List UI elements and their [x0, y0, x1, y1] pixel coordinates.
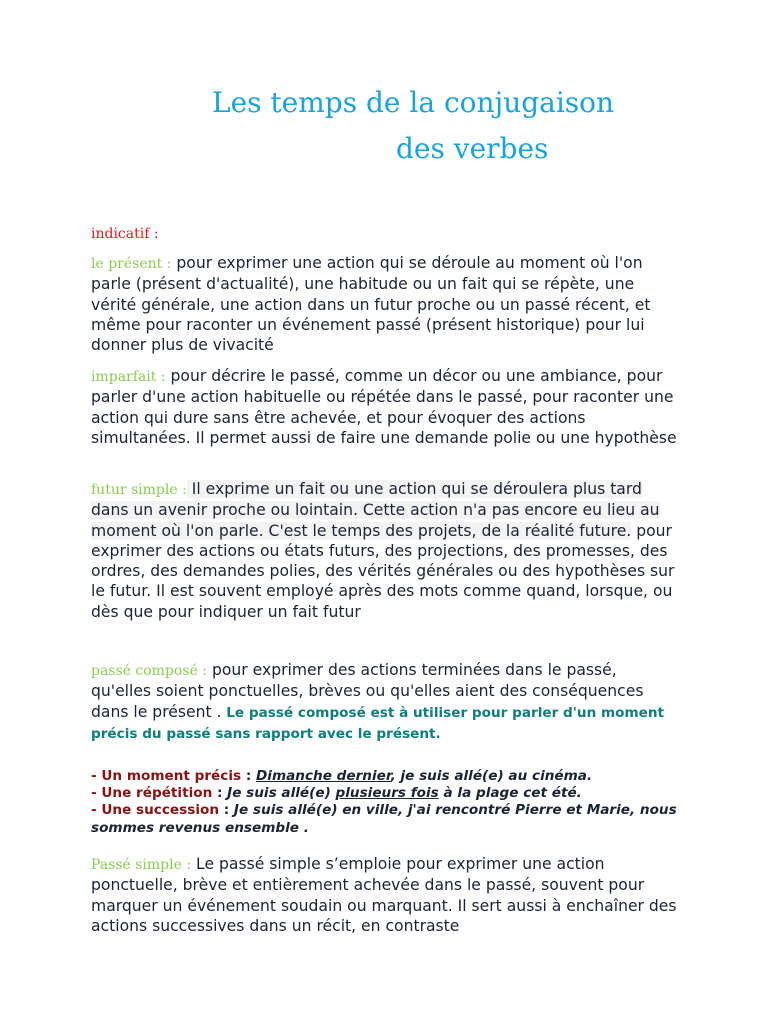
paragraph-present [91, 253, 681, 355]
highlight-passe-compose: Le passé composé est à utiliser pour parler d'un moment précis du passé sans rapport avec le présent. [91, 704, 665, 742]
examples-list [91, 768, 691, 837]
example-separator: : [219, 802, 234, 819]
example-separator: : [212, 785, 228, 802]
label-imparfait: imparfait : [91, 369, 166, 385]
example-item [91, 785, 691, 802]
example-text: Dimanche dernier [256, 768, 391, 784]
page-title-line2: des verbes [396, 132, 549, 165]
text-futur-usage: pour exprimer des actions ou états futurs, des projections, des promesses, des ordres, des demandes polies, des vérités générales ou des hypothèses sur le futur. Il est souvent employé après des mots comme quand, lorsque, ou dès que pour indiquer un fait futur [91, 521, 675, 621]
paragraph-passe-simple [91, 854, 681, 936]
label-passe-compose: passé composé : [91, 663, 207, 679]
example-text: Je suis allé(e) en ville, j'ai rencontré Pierre et Marie, nous sommes revenus ensemble . [91, 802, 677, 836]
text-futur-definition: Il exprime un fait ou une action qui se déroulera plus tard dans un avenir proche ou lointain. Cette action n'a pas encore eu lieu au moment où l'on parle. C'est le temps des projets, de la réalité future. [91, 480, 660, 540]
text-passe-compose: pour exprimer des actions terminées dans le passé, qu'elles soient ponctuelles, brèves ou qu'elles aient des conséquences dans le présent . [91, 661, 644, 721]
example-separator: : [241, 768, 256, 784]
paragraph-passe-compose [91, 660, 681, 744]
text-present: pour exprimer une action qui se déroule au moment où l'on parle (présent d'actualité), une habitude ou un fait qui se répète, une vérité générale, une action dans un futur proche ou un passé récent, et même pour raconter un événement passé (présent historique) pour lui donner plus de vivacité [91, 254, 651, 355]
example-item [91, 768, 691, 785]
example-text: Je suis allé(e) [227, 785, 336, 802]
example-item [91, 802, 691, 836]
label-present: le présent : [91, 256, 172, 272]
text-passe-simple: Le passé simple s’emploie pour exprimer une action ponctuelle, brève et entièrement achevée dans le passé, souvent pour marquer un événement soudain ou marquant. Il sert aussi à enchaîner des actions successives dans un récit, en contraste [91, 855, 677, 935]
label-passe-simple: Passé simple : [91, 857, 192, 873]
example-key: Une répétition [101, 785, 213, 802]
example-text: plusieurs fois [335, 785, 439, 802]
example-key: Une succession [101, 802, 220, 819]
example-dash: - [91, 785, 102, 802]
example-text: à la plage cet été. [438, 785, 582, 802]
text-imparfait: pour décrire le passé, comme un décor ou une ambiance, pour parler d'une action habituelle ou répétée dans le passé, pour raconter une action qui dure sans être achevée, et pour évoquer des actions simultanées. Il permet aussi de faire une demande polie ou une hypothèse [91, 367, 677, 447]
paragraph-imparfait [91, 366, 681, 448]
example-dash: - [91, 768, 102, 784]
label-futur-simple: futur simple : [91, 482, 187, 498]
page-title-line1: Les temps de la conjugaison [212, 86, 615, 119]
example-dash: - [91, 802, 102, 819]
section-heading-indicatif: indicatif : [91, 226, 159, 242]
paragraph-futur-simple [91, 479, 681, 622]
example-key: Un moment précis [101, 768, 242, 784]
example-text: , je suis allé(e) au cinéma. [390, 768, 593, 784]
